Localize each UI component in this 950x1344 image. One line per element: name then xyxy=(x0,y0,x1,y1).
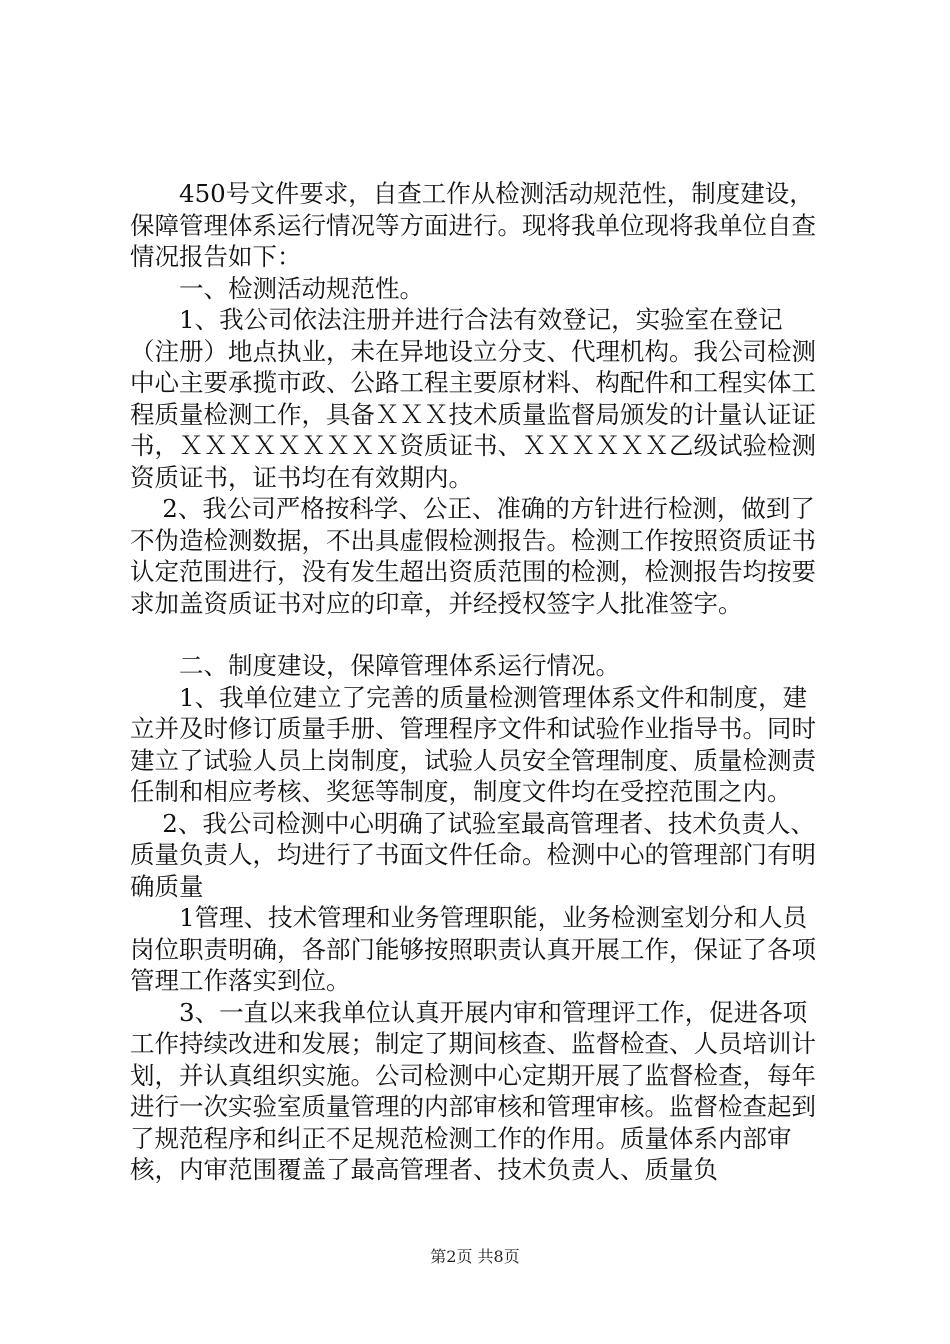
paragraph-gap xyxy=(130,619,830,650)
paragraph-1-2: 2、我公司严格按科学、公正、准确的方针进行检测，做到了不伪造检测数据，不出具虚假检测报告。检测工作按照资质证书认定范围进行，没有发生超出资质范围的检测，检测报告均按要求加盖资质证书对应的印章，并经授权签字人批准签字。 xyxy=(130,494,816,618)
paragraph-2-2: 2、我公司检测中心明确了试验室最高管理者、技术负责人、质量负责人，均进行了书面文件任命。检测中心的管理部门有明确质量 xyxy=(130,808,816,901)
paragraph-2-3: 3、一直以来我单位认真开展内审和管理评工作，促进各项工作持续改进和发展；制定了期间核查、监督检查、人员培训计划，并认真组织实施。公司检测中心定期开展了监督检查，每年进行一次实验室质量管理的内部审核和管理审核。监督检查起到了规范程序和纠正不足规范检测工作的作用。质量体系内部审核，内审范围覆盖了最高管理者、技术负责人、质量负 xyxy=(130,997,816,1184)
document-body xyxy=(130,178,830,1186)
paragraph-2-2-continued: 1管理、技术管理和业务管理职能，业务检测室划分和人员岗位职责明确，各部门能够按照职责认真开展工作，保证了各项管理工作落实到位。 xyxy=(130,903,816,995)
heading-section-2: 二、制度建设，保障管理体系运行情况。 xyxy=(130,651,620,680)
paragraph-1-1: 1、我公司依法注册并进行合法有效登记，实验室在登记（注册）地点执业，未在异地设立分支、代理机构。我公司检测中心主要承揽市政、公路工程主要原材料、构配件和工程实体工程质量检测工作，具备ＸＸＸ技术质量监督局颁发的计量认证证书，ＸＸＸＸＸＸＸＸＸ资质证书、ＸＸＸＸＸＸ乙级试验检测资质证书，证书均在有效期内。 xyxy=(130,305,816,492)
paragraph-2-1: 1、我单位建立了完善的质量检测管理体系文件和制度，建立并及时修订质量手册、管理程序文件和试验作业指导书。同时建立了试验人员上岗制度，试验人员安全管理制度、质量检测责任制和相应考核、奖惩等制度，制度文件均在受控范围之内。 xyxy=(130,682,816,806)
paragraph-intro: 450号文件要求，自查工作从检测活动规范性，制度建设，保障管理体系运行情况等方面进行。现将我单位现将我单位自查情况报告如下： xyxy=(130,179,816,271)
page-footer: 第2页 共8页 xyxy=(430,1247,520,1266)
heading-section-1: 一、检测活动规范性。 xyxy=(130,273,424,303)
